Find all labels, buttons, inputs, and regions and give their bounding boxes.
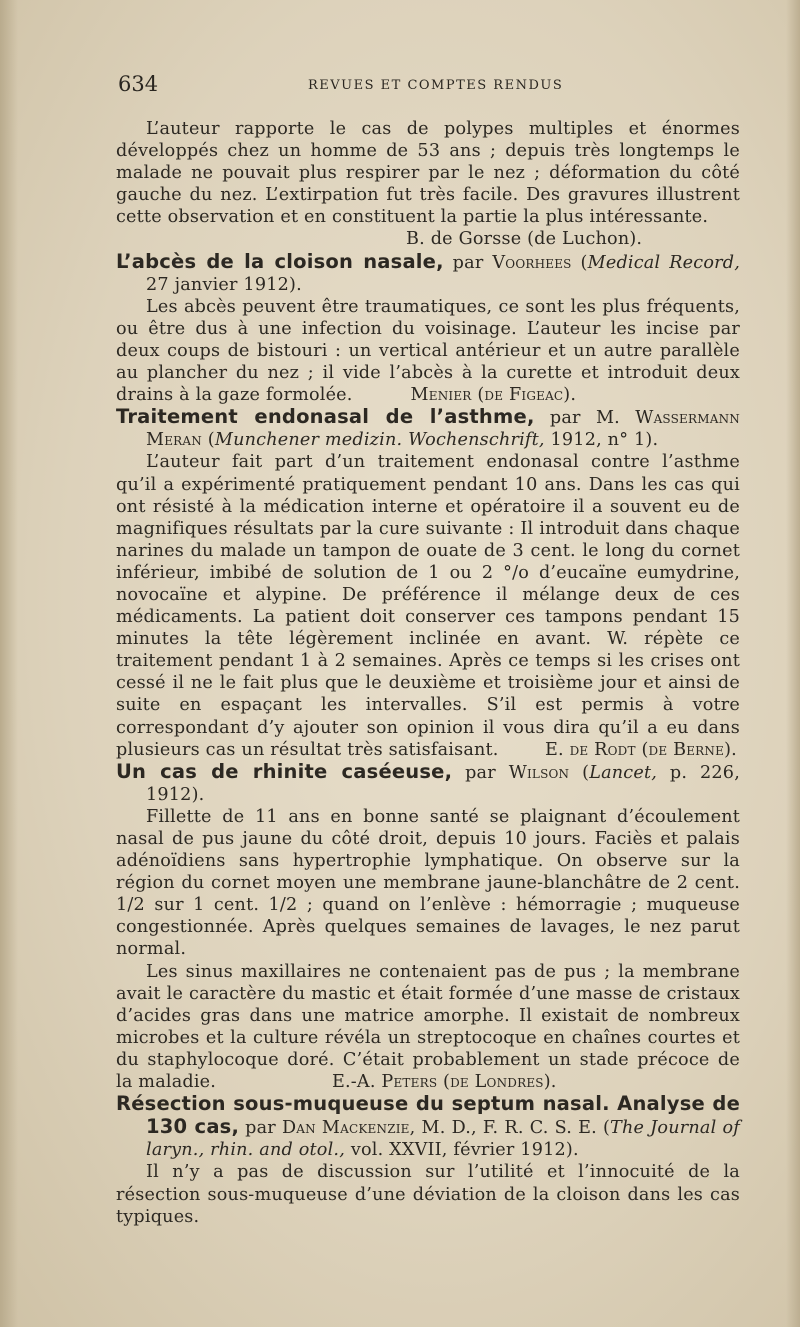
paragraph [116, 296, 740, 406]
author-prefix: par [245, 1118, 276, 1139]
paragraph: Fillette de 11 ans en bonne santé se plaignant d’écoulement nasal de pus jaune du côté droit, depuis 10 jours. Faciès et palais adénoïdiens sans hypertrophie lymphatique. On observe sur la région du cornet moyen une membrane jaune-blanchâtre de 2 cent. 1/2 sur 1 cent. 1/2 ; quand on l’enlève : hémorragie ; muqueuse congestionnée. Après quelques semaines de lavages, le nez parut normal. [116, 806, 740, 960]
review-title: Un cas de rhinite caséeuse, [116, 759, 453, 783]
page-number: 634 [118, 72, 159, 96]
paragraph: L’auteur rapporte le cas de polypes multiples et énormes développés chez un homme de 53 ans ; depuis très longtemps le malade ne pouvait plus respirer par le nez ; déformation du côté gauche du nez. L’extirpation fut très facile. Des gravures illustrent cette observation et en constituent la partie la plus intéressante. [116, 119, 740, 228]
paragraph: Il n’y a pas de discussion sur l’utilité et l’innocuité de la résection sous-muqueuse d’une déviation de la cloison dans les cas typiques. [116, 1162, 740, 1227]
review-source: Munchener medizin. Wochenschrift, [214, 430, 545, 451]
paragraph-text: Les sinus maxillaires ne contenaient pas de pus ; la membrane avait le caractère du mastic et était formée d’une masse de cristaux d’acides gras dans une matrice amorphe. Il existait de nombreux microbes et la culture révéla un streptocoque en chaînes courtes et du staphylocoque doré. C’était probablement un stade précoce de la maladie. [116, 961, 740, 1093]
paragraph [116, 451, 740, 760]
review-heading [116, 761, 740, 806]
page-header [118, 72, 740, 102]
author-degrees: M. D., F. R. C. S. E. [421, 1118, 597, 1139]
signature-text: E.-A. Peters (de Londres). [331, 1072, 557, 1093]
paragraph [116, 961, 740, 1094]
author-prefix: par M. [549, 408, 620, 429]
signature-text: Menier (de Figeac). [410, 385, 577, 406]
review-source: The Journal of laryn., rhin. and otol., [146, 1118, 740, 1161]
review-title: Traitement endonasal de l’asthme, [116, 405, 535, 429]
review-date: 1912, n° 1). [550, 430, 659, 451]
article-text [116, 118, 740, 1228]
review-author: Dan Mackenzie, [281, 1118, 416, 1139]
review-author: Wassermann Meran [146, 408, 741, 451]
page-edge-shadow-left [0, 0, 18, 1327]
signature-text: E. de Rodt (de Berne). [544, 739, 737, 760]
source-open: ( [207, 430, 215, 451]
review-source: Medical Record, [587, 252, 741, 273]
review-source: Lancet, [589, 762, 658, 783]
review-date: p. 226, 1912). [146, 762, 740, 805]
author-prefix: par [452, 252, 484, 273]
paragraph-text: L’auteur fait part d’un traitement endonasal contre l’asthme qu’il a expérimenté pratiquement pendant 10 ans. Dans les cas qui ont résisté à la médication interne et opératoire il a souvent eu de magnifiques résultats par la cure suivante : Il introduit dans chaque narines du malade un tampon de ouate de 3 cent. le long du cornet inférieur, imbibé de solution de 1 ou 2 °/o d’eucaïne eumydrine, novocaïne et alypine. De préférence il mélange deux de ces médicaments. La patient doit conserver ces tampons pendant 15 minutes la tête légèrement inclinée en avant. W. répète ce traitement pendant 1 à 2 semaines. Après ce temps si les crises ont cessé il ne le fait plus que le deuxième et troisième jour et ainsi de suite en espaçant les intervalles. S’il est permis à votre correspondant d’y ajouter son opinion il vous dira qu’il a eu dans plusieurs cas un résultat très satisfaisant. [116, 452, 740, 760]
review-heading [116, 406, 740, 451]
paragraph-text: Les abcès peuvent être traumatiques, ce sont les plus fréquents, ou être dus à une infection du voisinage. L’auteur les incise par deux coups de bistouri : un vertical antérieur et un autre parallèle au plancher du nez ; il vide l’abcès à la curette et introduit deux drains à la gaze formolée. [116, 296, 740, 406]
review-heading [116, 1093, 740, 1161]
source-open: ( [602, 1118, 611, 1139]
page-edge-shadow-right [786, 0, 800, 1327]
review-date: vol. XXVII, février 1912). [350, 1140, 579, 1161]
review-author: Wilson [508, 762, 570, 783]
review-author: Voorhees [492, 252, 572, 273]
running-title: REVUES ET COMPTES RENDUS [308, 78, 564, 93]
signature [116, 228, 740, 250]
source-open: ( [582, 762, 590, 783]
author-prefix: par [465, 762, 496, 783]
review-title: Résection sous-muqueuse du septum nasal. Analyse de 130 cas, [116, 1092, 740, 1139]
review-date: 27 janvier 1912). [146, 274, 302, 295]
signature-text: B. de Gorsse (de Luchon). [406, 229, 643, 250]
review-title: L’abcès de la cloison nasale, [116, 249, 444, 273]
source-open: ( [580, 252, 588, 273]
review-heading [116, 251, 740, 296]
